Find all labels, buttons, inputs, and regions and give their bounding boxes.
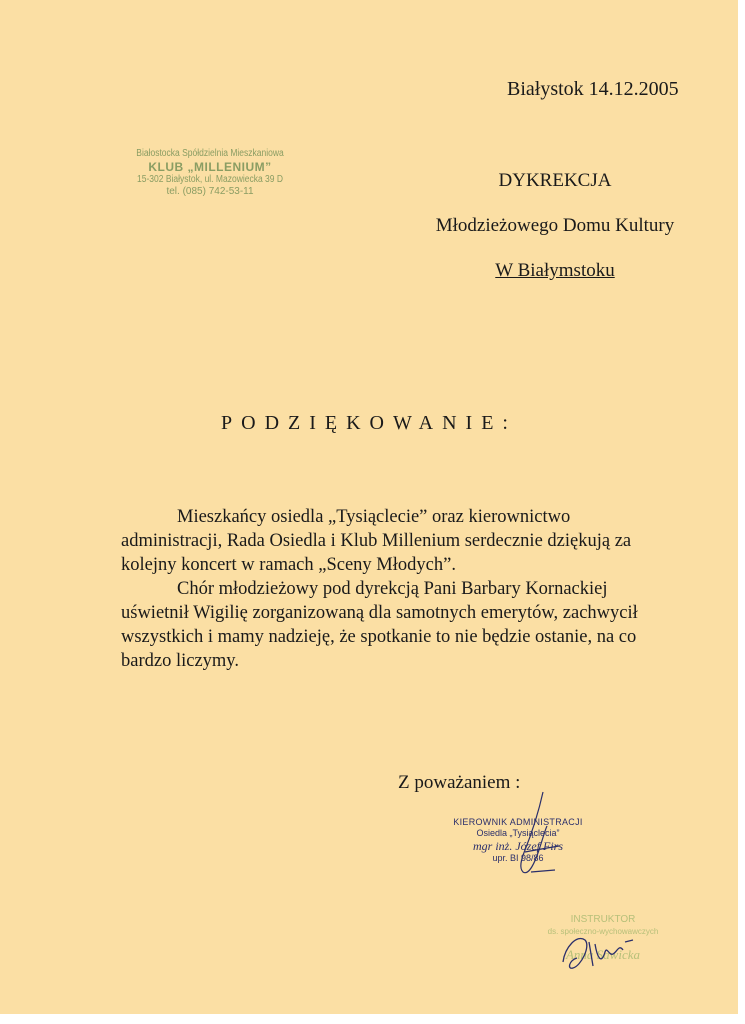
recipient-line3: W Białymstoku xyxy=(495,260,615,281)
club-stamp xyxy=(110,148,310,198)
club-stamp-line3: 15-302 Białystok, ul. Mazowiecka 39 D xyxy=(137,174,283,186)
letter-date: Białystok 14.12.2005 xyxy=(507,78,679,100)
body-paragraph-2: Chór młodzieżowy pod dyrekcją Pani Barbary Kornackiej uświetnił Wigilię zorganizowaną dla samotnych emerytów, zachwycił wszystkich i mamy nadzieję, że spotkanie to nie będzie ostanie, na co bardzo liczymy. xyxy=(121,579,638,671)
club-stamp-line1: Białostocka Spółdzielnia Mieszkaniowa xyxy=(136,148,284,159)
club-stamp-line2: KLUB „MILLENIUM” xyxy=(148,160,272,174)
letter-body xyxy=(121,505,666,673)
closing-text: Z poważaniem : xyxy=(398,772,521,793)
body-paragraph-1: Mieszkańcy osiedla „Tysiąclecie” oraz kierownictwo administracji, Rada Osiedla i Klub Millenium serdecznie dziękują za kolejny koncert w ramach „Sceny Młodych”. xyxy=(121,507,632,575)
manager-stamp-line3: mgr inż. Józef Firs xyxy=(473,838,563,853)
manager-stamp-line1: KIEROWNIK ADMINISTRACJI xyxy=(453,817,583,827)
manager-stamp-line2: Osiedla „Tysiąclecia” xyxy=(476,827,560,838)
instructor-stamp-line2: ds. społeczno-wychowawczych xyxy=(547,926,659,936)
manager-stamp-line4: upr. BI 98/86 xyxy=(492,852,544,863)
letter-heading: PODZIĘKOWANIE: xyxy=(221,412,517,434)
recipient-line2: Młodzieżowego Domu Kultury xyxy=(435,215,675,236)
instructor-stamp-line1: INSTRUKTOR xyxy=(570,914,636,925)
instructor-stamp-line3: Anna Sawicka xyxy=(565,946,640,962)
recipient-line1: DYKREKCJA xyxy=(498,170,612,191)
manager-signature xyxy=(495,790,585,885)
instructor-signature xyxy=(555,922,645,982)
club-stamp-line4: tel. (085) 742-53-11 xyxy=(166,186,254,198)
